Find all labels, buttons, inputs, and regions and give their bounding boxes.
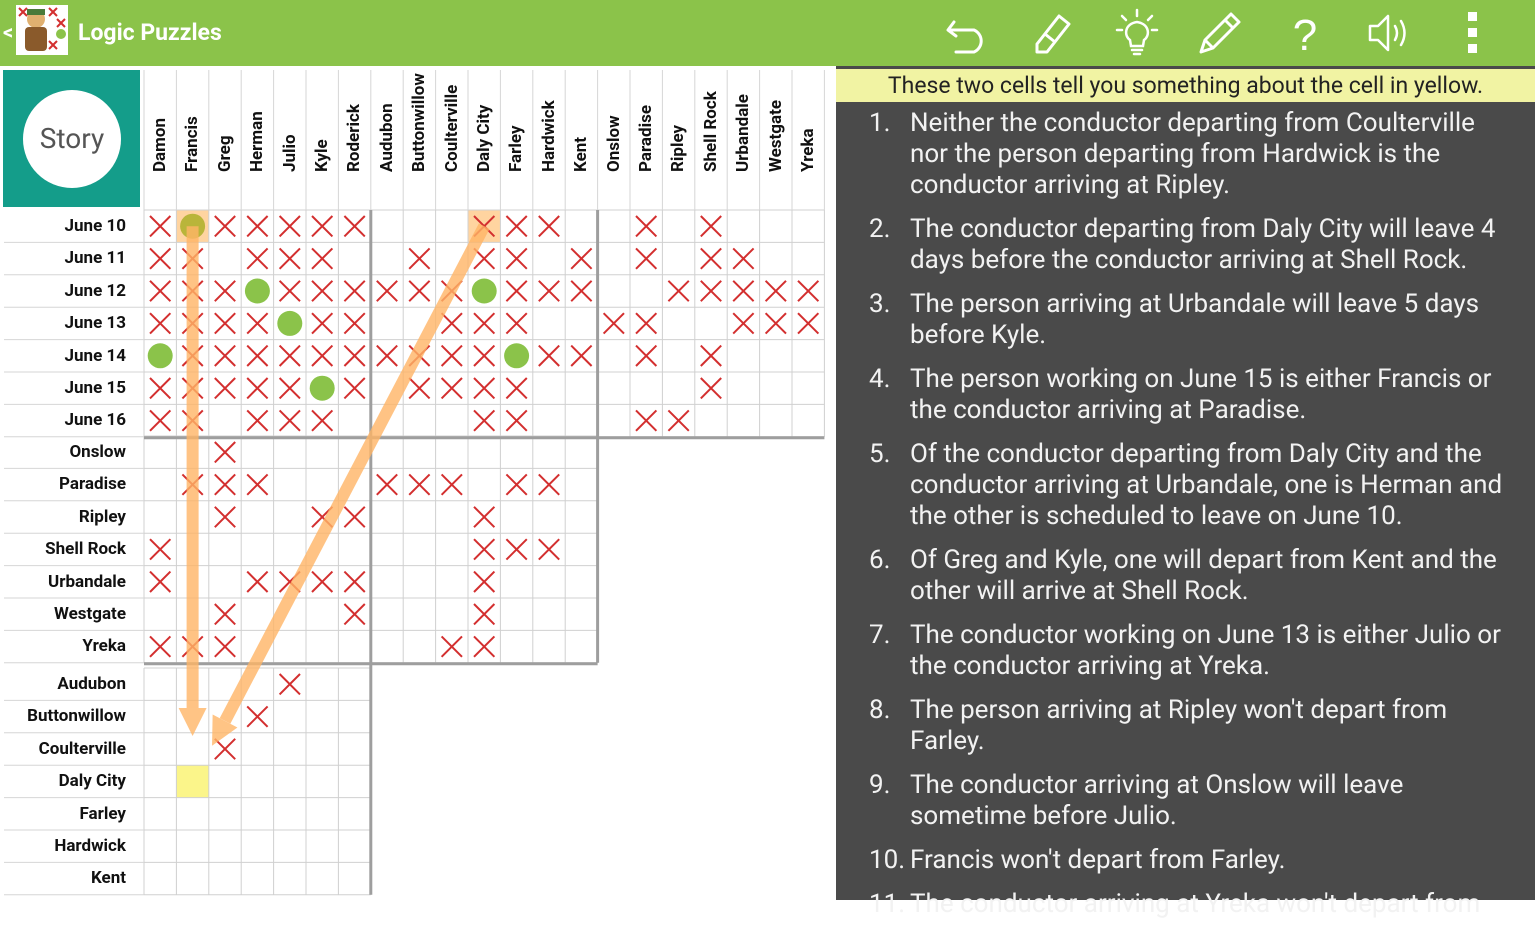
clue-item[interactable] — [836, 214, 1535, 276]
clue-number: 1. — [869, 108, 891, 138]
clue-item[interactable] — [836, 545, 1535, 607]
clue-number: 5. — [869, 439, 891, 469]
undo-icon — [940, 6, 994, 60]
clue-number: 8. — [869, 695, 891, 725]
clue-item[interactable] — [836, 289, 1535, 351]
sound-button[interactable] — [1362, 6, 1416, 60]
overflow-menu-button[interactable] — [1446, 6, 1500, 60]
clue-item[interactable] — [836, 620, 1535, 682]
row-header-label: Urbandale — [48, 571, 126, 592]
hint-button[interactable] — [1110, 6, 1164, 60]
row-header-label: June 12 — [64, 280, 126, 301]
clue-number: 11. — [869, 889, 906, 919]
story-button[interactable]: Story — [23, 90, 121, 188]
clue-text: The conductor arriving at Yreka won't depart from — [910, 889, 1481, 919]
row-header-label: Daly City — [58, 771, 126, 792]
eraser-icon — [1025, 6, 1079, 60]
column-header-label: Yreka — [798, 128, 818, 172]
row-header-label: Paradise — [59, 474, 126, 495]
help-question-icon — [1278, 6, 1332, 60]
overflow-menu-icon — [1446, 6, 1500, 60]
help-button[interactable] — [1278, 6, 1332, 60]
column-header-label: Hardwick — [538, 100, 559, 172]
clue-text: The person arriving at Urbandale will leave 5 days before Kyle. — [910, 289, 1480, 350]
clue-text: The person arriving at Ripley won't depart from Farley. — [910, 695, 1448, 756]
column-header-label: Roderick — [344, 104, 365, 172]
clue-number: 6. — [869, 545, 891, 575]
column-header-label: Francis — [182, 116, 203, 172]
clue-text: Of the conductor departing from Daly City and the conductor arriving at Urbandale, one is Herman and the other is scheduled to leave on June 10. — [910, 439, 1503, 531]
row-header-label: Ripley — [78, 506, 126, 527]
pencil-icon — [1193, 6, 1247, 60]
column-header-label: Coulterville — [441, 84, 462, 172]
app-logo-icon[interactable] — [16, 5, 68, 55]
column-header-label: Farley — [506, 125, 527, 172]
clue-text: The person working on June 15 is either Francis or the conductor arriving at Paradise. — [910, 364, 1492, 425]
eraser-button[interactable] — [1025, 6, 1079, 60]
column-header-label: Ripley — [668, 124, 689, 172]
row-header-label: June 15 — [64, 378, 126, 398]
true-circle[interactable] — [277, 311, 302, 336]
clue-item[interactable] — [836, 770, 1535, 832]
row-header-label: Yreka — [82, 636, 126, 657]
row-header-label: Audubon — [57, 674, 126, 694]
clue-item[interactable] — [836, 845, 1535, 876]
row-header-label: June 16 — [64, 410, 126, 431]
app-title: Logic Puzzles — [78, 19, 222, 46]
row-header-label: Coulterville — [38, 738, 126, 759]
puzzle-grid-area — [0, 66, 836, 900]
column-header-label: Urbandale — [733, 94, 754, 172]
clue-number: 7. — [869, 620, 891, 650]
clue-text: The conductor arriving at Onslow will leave sometime before Julio. — [910, 770, 1404, 831]
row-header-label: Westgate — [53, 604, 126, 624]
column-header-label: Buttonwillow — [409, 73, 430, 172]
column-header-label: Shell Rock — [700, 91, 721, 172]
row-header-label: Buttonwillow — [27, 706, 126, 727]
row-header-label: Onslow — [69, 442, 126, 462]
clue-text: The conductor working on June 13 is either Julio or the conductor arriving at Yreka. — [910, 620, 1501, 681]
clue-number: 10. — [869, 845, 906, 875]
true-circle[interactable] — [310, 376, 335, 401]
clue-item[interactable] — [836, 889, 1535, 920]
undo-button[interactable] — [940, 6, 994, 60]
column-header-label: Greg — [214, 135, 235, 172]
column-header-label: Daly City — [474, 104, 494, 172]
clue-list — [836, 108, 1535, 933]
hint-message: These two cells tell you something about the cell in yellow. — [836, 69, 1535, 102]
true-circle[interactable] — [148, 343, 173, 368]
row-header-label: Farley — [79, 803, 126, 824]
clue-text: Neither the conductor departing from Coulterville nor the person departing from Hardwick is the conductor arriving at Ripley. — [910, 108, 1475, 200]
column-header-label: Audubon — [376, 103, 397, 172]
svg-text:?: ? — [1292, 11, 1318, 60]
top-app-bar — [0, 0, 1535, 66]
clue-number: 9. — [869, 770, 891, 800]
clue-item[interactable] — [836, 439, 1535, 532]
column-header-label: Julio — [279, 134, 300, 172]
pencil-button[interactable] — [1193, 6, 1247, 60]
clue-item[interactable] — [836, 695, 1535, 757]
clue-item[interactable] — [836, 364, 1535, 426]
sound-icon — [1362, 6, 1416, 60]
row-header-label: Hardwick — [54, 836, 126, 856]
true-circle[interactable] — [472, 279, 497, 304]
puzzle-grid[interactable] — [0, 66, 836, 900]
clue-number: 3. — [869, 289, 891, 319]
clue-number: 2. — [869, 214, 891, 244]
column-header-label: Kyle — [312, 139, 332, 172]
true-circle[interactable] — [504, 343, 529, 368]
clues-panel — [836, 66, 1535, 919]
column-header-label: Kent — [571, 136, 592, 172]
column-header-label: Onslow — [603, 115, 624, 172]
target-yellow-cell[interactable] — [176, 765, 208, 797]
clue-item[interactable] — [836, 108, 1535, 201]
clue-text: Of Greg and Kyle, one will depart from Kent and the other will arrive at Shell Rock. — [910, 545, 1497, 606]
clue-text: The conductor departing from Daly City will leave 4 days before the conductor arriving at Shell Rock. — [910, 214, 1496, 275]
column-header-label: Westgate — [765, 99, 786, 172]
column-header-label: Paradise — [636, 105, 656, 172]
clue-number: 4. — [869, 364, 891, 394]
row-header-label: June 14 — [64, 345, 126, 366]
hint-lightbulb-icon — [1110, 6, 1164, 60]
back-chevron-icon[interactable]: < — [3, 20, 14, 44]
true-circle[interactable] — [245, 279, 270, 304]
row-header-label: Shell Rock — [45, 539, 126, 560]
row-header-label: June 11 — [64, 248, 126, 269]
clue-text: Francis won't depart from Farley. — [910, 845, 1286, 875]
column-header-label: Herman — [247, 111, 268, 172]
row-header-label: June 13 — [64, 313, 126, 334]
column-header-label: Damon — [150, 118, 170, 172]
row-header-label: June 10 — [64, 216, 126, 236]
row-header-label: Kent — [90, 868, 126, 889]
